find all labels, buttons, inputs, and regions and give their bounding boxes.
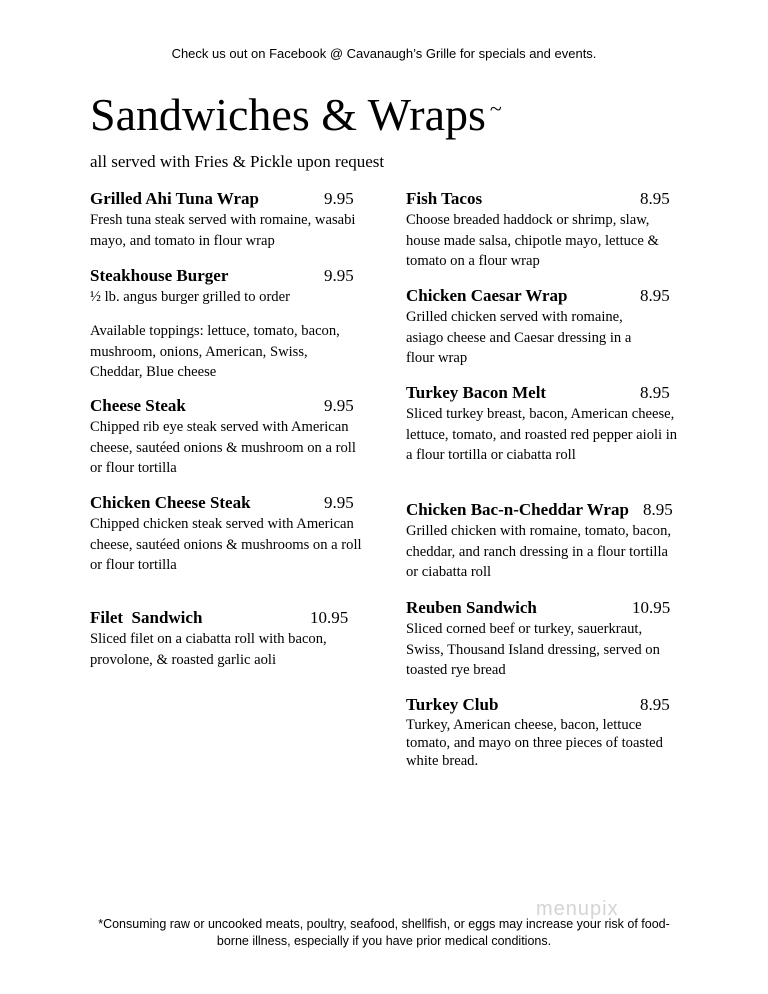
item-price: 9.95 [324, 266, 354, 285]
burger-toppings: Available toppings: lettuce, tomato, bacon, mushroom, onions, American, Swiss, Cheddar, Blue cheese [90, 323, 340, 380]
item-price: 10.95 [310, 608, 349, 627]
item-description: ½ lb. angus burger grilled to order [90, 289, 290, 305]
item-description: Fresh tuna steak served with romaine, wasabi mayo, and tomato in flour wrap [90, 212, 356, 249]
item-name: Chicken Bac-n-Cheddar Wrap [406, 500, 629, 519]
item-name: Turkey Bacon Melt [406, 383, 547, 402]
item-description: Grilled chicken served with romaine, asiago cheese and Caesar dressing in a flour wrap [406, 309, 632, 366]
item-price: 10.95 [632, 598, 671, 617]
item-price: 9.95 [324, 493, 354, 512]
disclaimer-line-2: borne illness, especially if you have prior medical conditions. [216, 934, 552, 948]
menu-item-filet-sandwich [90, 608, 365, 670]
disclaimer-line-1: *Consuming raw or uncooked meats, poultry, seafood, shellfish, or eggs may increase your risk of food- [98, 917, 670, 931]
item-price: 8.95 [640, 189, 670, 208]
menupix-watermark: menupix [536, 898, 619, 920]
item-price: 8.95 [640, 286, 670, 305]
menu-item-ahi-tuna-wrap [90, 189, 365, 251]
item-price: 8.95 [640, 695, 670, 714]
item-name: Fish Tacos [406, 189, 483, 208]
item-description: Sliced corned beef or turkey, sauerkraut, Swiss, Thousand Island dressing, served on toasted rye bread [406, 621, 660, 678]
item-name: Chicken Caesar Wrap [406, 286, 568, 305]
item-price: 9.95 [324, 189, 354, 208]
facebook-note: Check us out on Facebook @ Cavanaugh’s Grille for specials and events. [171, 46, 597, 61]
section-title-text: Sandwiches & Wraps [90, 89, 486, 140]
item-name: Reuben Sandwich [406, 598, 537, 617]
section-subtitle: all served with Fries & Pickle upon request [90, 152, 385, 171]
menu-item-chicken-bac-n-cheddar-wrap [406, 500, 678, 583]
item-name: Grilled Ahi Tuna Wrap [90, 189, 259, 208]
menu-item-fish-tacos [406, 189, 678, 272]
menu-item-turkey-bacon-melt [406, 383, 678, 466]
item-name: Steakhouse Burger [90, 266, 229, 285]
title-tilde: ~ [489, 96, 502, 121]
item-name: Chicken Cheese Steak [90, 493, 251, 512]
item-description: Sliced filet on a ciabatta roll with bacon, provolone, & roasted garlic aoli [90, 631, 327, 668]
item-description: Sliced turkey breast, bacon, American cheese, lettuce, tomato, and roasted red pepper aioli in a flour tortilla or ciabatta roll [406, 406, 678, 463]
menu-item-turkey-club [406, 695, 678, 770]
menu-item-reuben-sandwich [406, 598, 678, 681]
health-disclaimer [0, 916, 768, 950]
menu-item-chicken-caesar-wrap [406, 286, 670, 369]
menu-item-steakhouse-burger [90, 266, 380, 308]
menu-item-cheese-steak [90, 396, 365, 479]
item-price: 8.95 [640, 383, 670, 402]
menu-item-chicken-cheese-steak [90, 493, 365, 576]
item-description: Chipped rib eye steak served with American cheese, sautéed onions & mushroom on a roll or flour tortilla [90, 419, 356, 476]
item-description: Choose breaded haddock or shrimp, slaw, house made salsa, chipotle mayo, lettuce & tomato on a flour wrap [406, 212, 659, 269]
item-name: Turkey Club [406, 695, 499, 714]
section-title [90, 88, 502, 141]
item-name: Cheese Steak [90, 396, 186, 415]
item-description: Grilled chicken with romaine, tomato, bacon, cheddar, and ranch dressing in a flour tortilla or ciabatta roll [406, 523, 672, 580]
item-name: Filet Sandwich [90, 608, 203, 627]
item-price: 8.95 [643, 500, 673, 519]
item-description: Chipped chicken steak served with American cheese, sautéed onions & mushrooms on a roll or flour tortilla [90, 516, 362, 573]
item-price: 9.95 [324, 396, 354, 415]
item-description: Turkey, American cheese, bacon, lettuce tomato, and mayo on three pieces of toasted white bread. [406, 717, 663, 769]
